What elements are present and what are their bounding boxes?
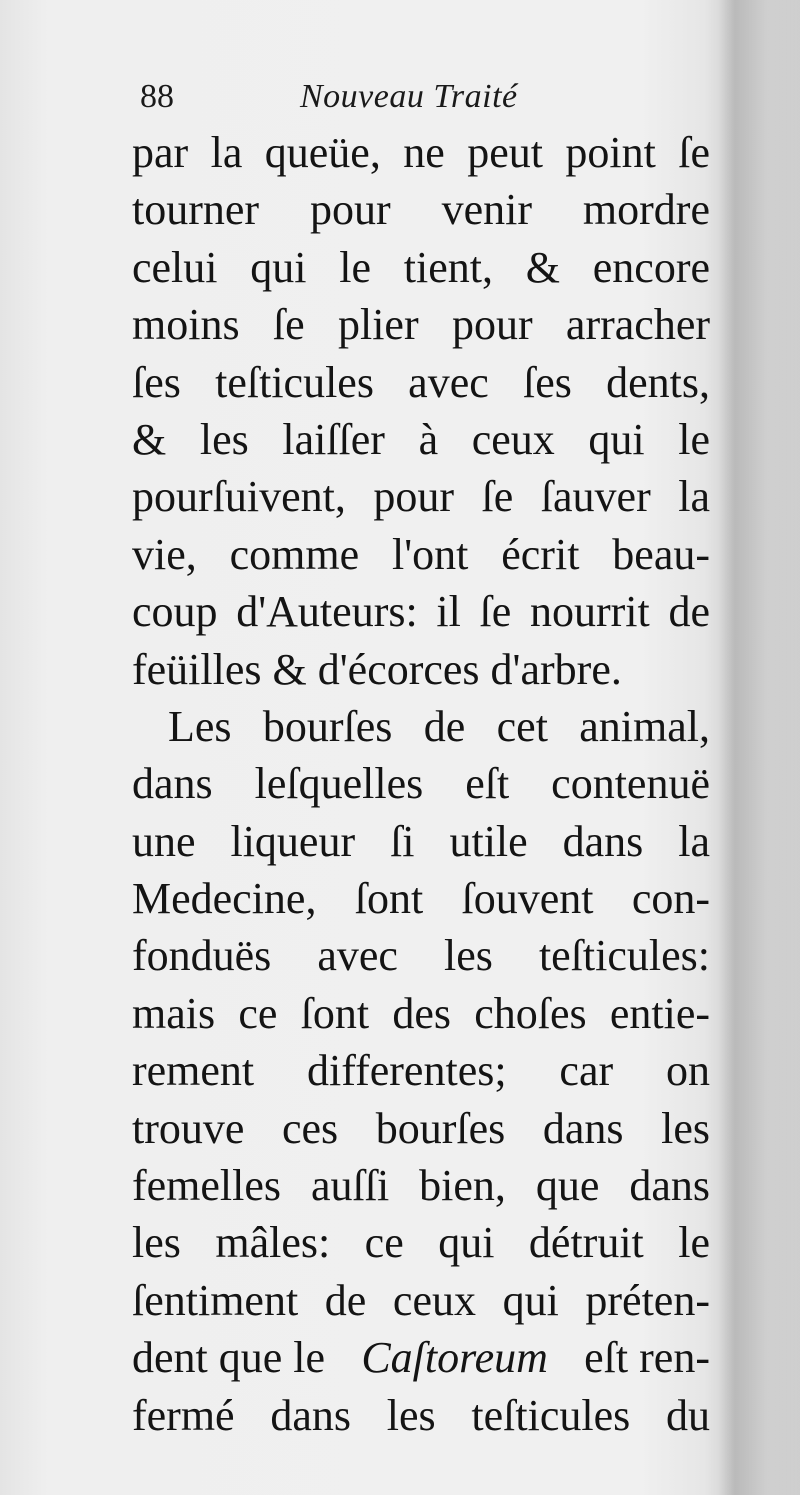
- text-line: femelles auſſi bien, que dans: [132, 1161, 710, 1211]
- text-line: moins ſe plier pour arracher: [132, 300, 710, 350]
- text-line: trouve ces bourſes dans les: [132, 1103, 710, 1153]
- page-number: 88: [140, 78, 174, 115]
- text-line-paragraph-start: Les bourſes de cet animal,: [168, 701, 710, 751]
- text-line: Medecine, ſont ſouvent con-: [132, 874, 710, 924]
- text-line-with-italic: [132, 1329, 710, 1386]
- running-title: Nouveau Traité: [300, 78, 518, 115]
- text-line-paragraph-end: feüilles & d'écorces d'arbre.: [132, 644, 622, 694]
- text-line: ſes teſticules avec ſes dents,: [132, 357, 710, 407]
- page-gutter-shadow: [718, 0, 800, 1495]
- text-line: mais ce ſont des choſes entie-: [132, 988, 710, 1038]
- text-line: ſentiment de ceux qui préten-: [132, 1275, 710, 1325]
- text-line: pourſuivent, pour ſe ſauver la: [132, 472, 710, 522]
- italic-term: Caſtoreum: [361, 1333, 548, 1383]
- text-line: vie, comme l'ont écrit beau-: [132, 529, 710, 579]
- text-line: fonduës avec les teſticules:: [132, 931, 710, 981]
- page-header: [140, 78, 700, 128]
- text-line: les mâles: ce qui détruit le: [132, 1218, 710, 1268]
- text-line: rement differentes; car on: [132, 1046, 710, 1096]
- text-line: coup d'Auteurs: il ſe nourrit de: [132, 587, 710, 637]
- text-line: une liqueur ſi utile dans la: [132, 816, 710, 866]
- text-segment: eſt ren-: [584, 1333, 710, 1383]
- text-line: fermé dans les teſticules du: [132, 1390, 710, 1440]
- text-line: tourner pour venir mordre: [132, 185, 710, 235]
- text-segment: dent que le: [132, 1333, 326, 1383]
- text-line: dans leſquelles eſt contenuë: [132, 759, 710, 809]
- text-line: & les laiſſer à ceux qui le: [132, 414, 710, 464]
- text-line: par la queüe, ne peut point ſe: [132, 128, 710, 177]
- text-line: celui qui le tient, & encore: [132, 242, 710, 292]
- body-text: [132, 124, 710, 1444]
